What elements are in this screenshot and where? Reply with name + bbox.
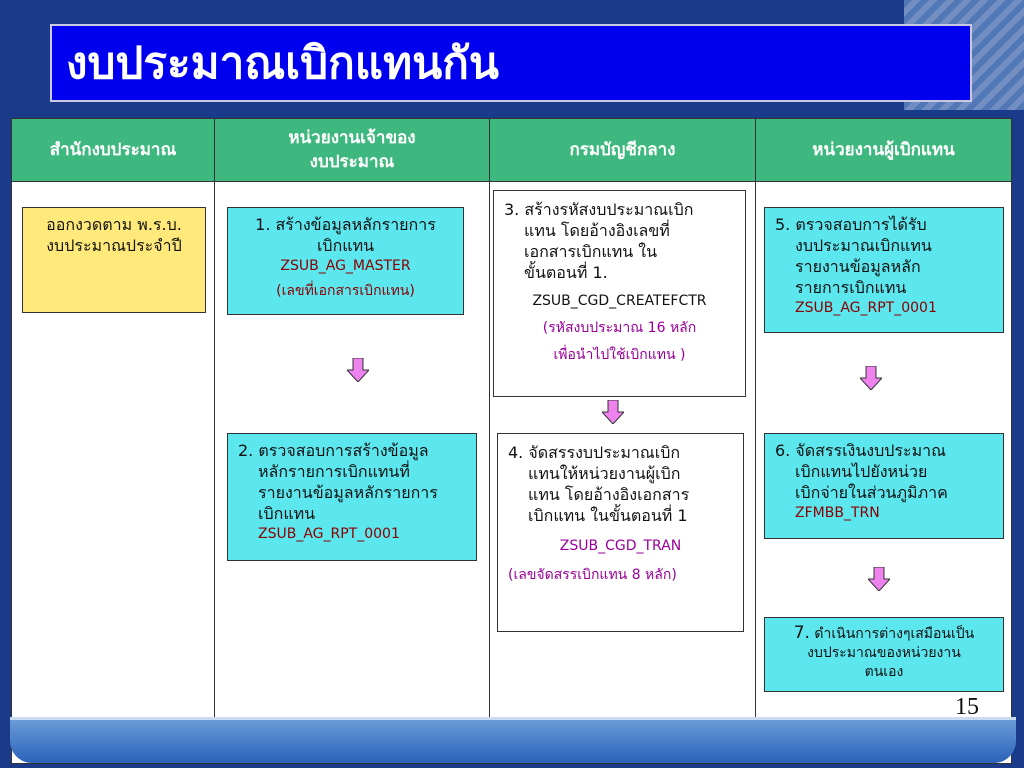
box-step-5 <box>764 207 1004 333</box>
box-step-3-note1: (รหัสงบประมาณ 16 หลัก <box>542 320 697 336</box>
box-step-6-code: ZFMBB_TRN <box>795 505 880 521</box>
box-step-6 <box>764 433 1004 539</box>
header-disbursing-agency <box>756 119 1011 182</box>
box-step-6-line3: เบิกจ่ายในส่วนภูมิภาค <box>795 483 948 502</box>
box-step-4 <box>497 433 744 632</box>
box-budget-release-line1: ออกงวดตาม พ.ร.บ. <box>46 215 182 234</box>
box-step-7-line2: งบประมาณของหน่วยงาน <box>807 645 961 661</box>
box-step-2-line2: หลักรายการเบิกแทนที่ <box>258 462 410 481</box>
title-banner <box>50 24 972 102</box>
box-step-7-line1: ดำเนินการต่างๆเสมือนเป็น <box>814 626 975 642</box>
box-step-2-code: ZSUB_AG_RPT_0001 <box>258 526 400 542</box>
box-step-7-line3: ตนเอง <box>864 664 904 680</box>
box-step-3-line2: แทน โดยอ้างอิงเลขที่ <box>524 221 670 240</box>
arrow-down-icon <box>860 366 882 390</box>
page-number: 15 <box>955 694 979 720</box>
header-budget-owner-line1: หน่วยงานเจ้าของ <box>288 128 416 148</box>
box-step-6-line1: 6. จัดสรรเงินงบประมาณ <box>775 441 946 460</box>
box-step-5-line3: รายงานข้อมูลหลัก <box>795 257 921 276</box>
box-step-4-line1: 4. จัดสรรงบประมาณเบิก <box>508 443 681 462</box>
box-step-2 <box>227 433 477 561</box>
box-step-4-line3: แทน โดยอ้างอิงเอกสาร <box>528 485 690 504</box>
box-step-5-code: ZSUB_AG_RPT_0001 <box>795 300 937 316</box>
box-budget-release-line2: งบประมาณประจำปี <box>46 236 182 255</box>
arrow-down-icon <box>602 400 624 424</box>
box-step-7-number: 7. <box>793 623 810 643</box>
box-step-5-line4: รายการเบิกแทน <box>795 278 907 297</box>
box-step-3-line4: ขั้นตอนที่ 1. <box>524 263 608 282</box>
box-step-7 <box>764 617 1004 692</box>
header-budget-owner <box>215 119 490 182</box>
box-step-5-line2: งบประมาณเบิกแทน <box>795 236 932 255</box>
box-step-1-line2: เบิกแทน <box>316 236 375 255</box>
box-step-3 <box>493 190 746 397</box>
box-step-3-line3: เอกสารเบิกแทน ใน <box>524 242 658 261</box>
box-step-1-note: (เลขที่เอกสารเบิกแทน) <box>276 283 415 299</box>
box-step-3-line1: 3. สร้างรหัสงบประมาณเบิก <box>504 200 694 219</box>
box-step-4-line2: แทนให้หน่วยงานผู้เบิก <box>528 464 681 483</box>
box-step-4-code: ZSUB_CGD_TRAN <box>559 538 682 554</box>
box-step-5-line1: 5. ตรวจสอบการได้รับ <box>775 215 927 234</box>
arrow-down-icon <box>347 358 369 382</box>
header-budget-owner-line2: งบประมาณ <box>309 152 395 172</box>
box-step-2-line4: เบิกแทน <box>258 504 316 523</box>
box-step-2-line1: 2. ตรวจสอบการสร้างข้อมูล <box>238 441 429 460</box>
box-step-1-code: ZSUB_AG_MASTER <box>280 258 411 274</box>
header-budget-bureau <box>12 119 215 182</box>
box-step-3-code: ZSUB_CGD_CREATEFCTR <box>532 293 707 309</box>
header-budget-bureau-label: สำนักงบประมาณ <box>49 140 177 160</box>
box-step-4-line4: เบิกแทน ในขั้นตอนที่ 1 <box>528 506 688 525</box>
box-step-4-note: (เลขจัดสรรเบิกแทน 8 หลัก) <box>508 567 677 583</box>
box-budget-release <box>22 207 206 313</box>
box-step-1 <box>227 207 464 315</box>
box-step-2-line3: รายงานข้อมูลหลักรายการ <box>258 483 438 502</box>
page-title: งบประมาณเบิกแทนกัน <box>66 38 499 89</box>
header-disbursing-agency-label: หน่วยงานผู้เบิกแทน <box>812 140 955 160</box>
box-step-3-note2: เพื่อนำไปใช้เบิกแทน ) <box>553 347 686 363</box>
box-step-1-line1: 1. สร้างข้อมูลหลักรายการ <box>255 215 436 234</box>
box-step-6-line2: เบิกแทนไปยังหน่วย <box>795 462 928 481</box>
header-comptroller-label: กรมบัญชีกลาง <box>569 140 676 160</box>
header-comptroller <box>490 119 756 182</box>
arrow-down-icon <box>868 567 890 591</box>
footer-band <box>10 717 1016 763</box>
